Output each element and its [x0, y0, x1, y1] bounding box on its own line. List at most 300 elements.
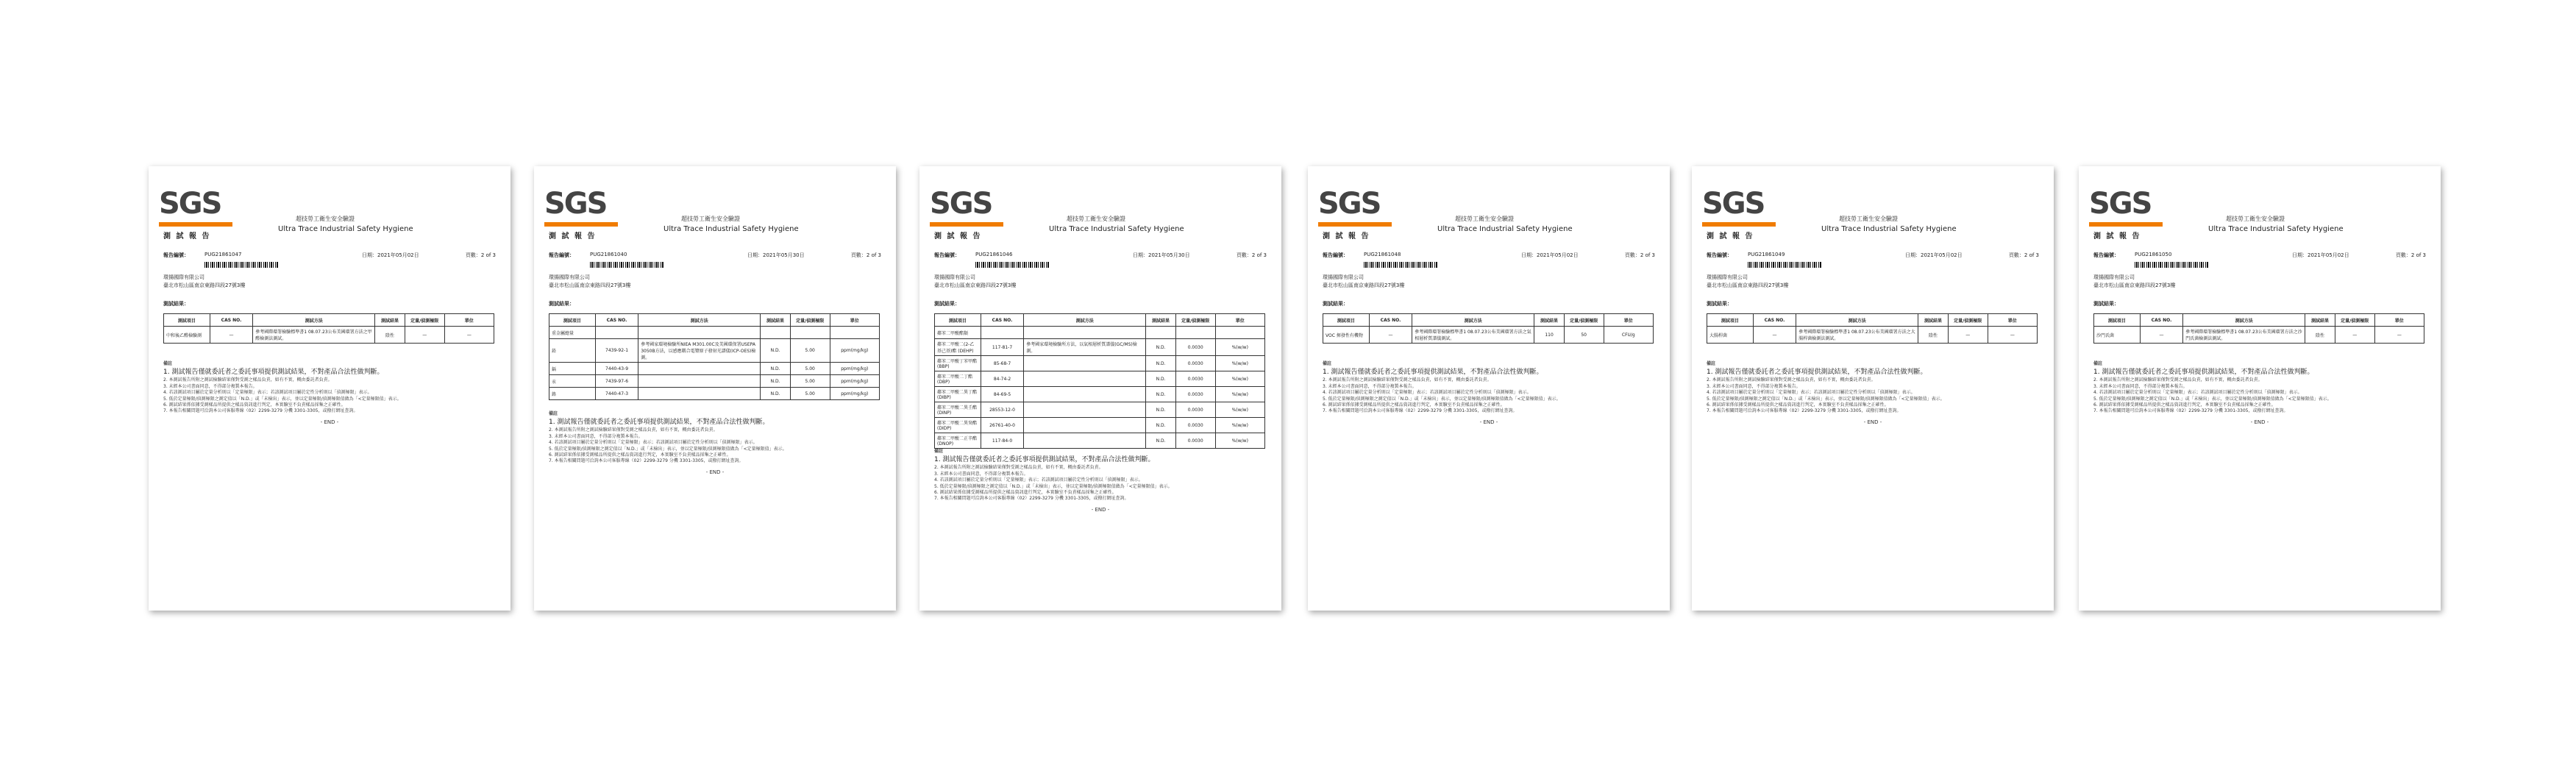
table-header-cell: 測試項目: [1323, 314, 1370, 327]
report-page-4: [1308, 166, 1670, 611]
table-cell: 0.0030: [1175, 433, 1215, 449]
table-cell: 參考國際環署檢驗標準書1 08.07.23公布美國環署方法之大腸桿菌檢測法測試。: [1796, 327, 1918, 344]
table-cell: 鄰苯二甲酸二(2-乙基己基)酯 (DEHP): [935, 339, 981, 356]
barcode: [975, 262, 1049, 268]
notes-title: 備註: [163, 361, 173, 366]
table-cell: %(w/w): [1215, 418, 1264, 433]
logo-text: SGS: [1702, 187, 1765, 221]
logo-accent-bar: [1702, 222, 1776, 227]
table-cell: —: [210, 327, 252, 344]
note-line: 5. 低於定量極限/偵測極限之測定值以「N.D.」或「未檢出」表示，並以定量極限/偵測極限值做為「<定量極限值」表示。: [163, 396, 402, 402]
table-row: [549, 339, 880, 363]
table-cell: N.D.: [1146, 433, 1175, 449]
results-label: 測試結果：: [1707, 301, 1732, 307]
logo-text: SGS: [1318, 187, 1381, 221]
table-cell: 7439-97-6: [595, 375, 638, 388]
notes-title: 備註: [2093, 361, 2103, 366]
page-number: 頁數：2 of 3: [2008, 252, 2039, 258]
table-cell: —: [2335, 327, 2374, 344]
table-header-cell: 測試項目: [935, 314, 981, 327]
table-cell: %(w/w): [1215, 433, 1264, 449]
note-line: 6. 測試結果係依據受測樣品所提供之樣品資訊進行判定，本實驗室不負責樣品採集之正確性。: [163, 402, 346, 408]
table-cell: 110: [1534, 327, 1564, 344]
table-header-cell: 測試結果: [1534, 314, 1564, 327]
notes-headline: 1. 測試報告僅就委託者之委託事項提供測試結果，不對產品合法性做判斷。: [934, 456, 1155, 464]
report-title: 測 試 報 告: [1707, 232, 1754, 241]
notes-title: 備註: [549, 411, 558, 416]
table-cell: 鄰苯二甲酸二正辛酯 (DNOP): [935, 433, 981, 449]
table-cell: —: [2374, 327, 2424, 344]
table-cell: 鄰苯二甲酸二異壬酯 (DINP): [935, 402, 981, 418]
table-header-cell: 測試方法: [2183, 314, 2305, 327]
table-cell: 28553-12-0: [981, 402, 1023, 418]
table-cell: %(w/w): [1215, 402, 1264, 418]
table-header-cell: 定量/偵測極限: [405, 314, 444, 327]
note-line: 5. 低於定量極限/偵測極限之測定值以「N.D.」或「未檢出」表示，並以定量極限/偵測極限值做為「<定量極限值」表示。: [1707, 396, 1945, 402]
note-line: 3. 未經本公司書面同意，不得部分複製本報告。: [2093, 383, 2188, 389]
results-table: [1707, 313, 2038, 344]
table-cell: 參考國家環境檢驗所方法，以氣相層析質譜儀(GC/MS)檢測。: [1024, 339, 1146, 356]
table-cell: 7440-47-3: [595, 388, 638, 400]
page-number: 頁數：2 of 3: [850, 252, 881, 258]
table-cell: 參考國際環署檢驗標準書1 08.07.23公布美國環署方法之甲醛檢測法測試。: [253, 327, 375, 344]
table-header-cell: 單位: [830, 314, 879, 327]
note-line: 4. 若該測試項目屬於定量分析則以「定量極限」表示；若該測試項目屬於定性分析則以「偵測極限」表示。: [2093, 390, 2302, 396]
table-header-cell: 測試方法: [1024, 314, 1146, 327]
table-cell: 0.0030: [1175, 356, 1215, 371]
table-cell: 沙門氏菌: [2094, 327, 2141, 344]
table-cell: ppm(mg/kg): [830, 388, 879, 400]
table-cell: %(w/w): [1215, 387, 1264, 402]
results-label: 測試結果：: [549, 301, 574, 307]
logo-accent-bar: [159, 222, 232, 227]
notes-block: [2093, 361, 2426, 425]
barcode: [590, 262, 663, 268]
table-row: [935, 433, 1265, 449]
table-cell: ppm(mg/kg): [830, 363, 879, 375]
table-header-row: [549, 314, 880, 327]
report-meta: [163, 252, 496, 260]
end-mark: - END -: [705, 469, 725, 475]
table-cell: 0.0030: [1175, 402, 1215, 418]
table-cell: [830, 327, 879, 339]
table-cell: 鉛: [549, 339, 596, 363]
table-cell: 陰性: [375, 327, 405, 344]
table-cell: [790, 327, 830, 339]
table-cell: 7439-92-1: [595, 339, 638, 363]
table-cell: 陰性: [2305, 327, 2335, 344]
table-cell: —: [444, 327, 494, 344]
table-row: [549, 327, 880, 339]
barcode: [1748, 262, 1821, 268]
client-name: 環揚國際有限公司: [934, 274, 975, 280]
table-header-cell: 測試項目: [164, 314, 210, 327]
results-table: [549, 313, 880, 400]
client-address: 臺北市松山區南京東路四段27號3樓: [2093, 282, 2176, 288]
table-row: [549, 375, 880, 388]
table-header-cell: 測試項目: [549, 314, 596, 327]
client-address: 臺北市松山區南京東路四段27號3樓: [549, 282, 631, 288]
notes-lines: [549, 427, 881, 464]
table-cell: [638, 327, 761, 339]
note-line: 3. 未經本公司書面同意，不得部分複製本報告。: [163, 383, 257, 389]
note-line: 5. 低於定量極限/偵測極限之測定值以「N.D.」或「未檢出」表示，並以定量極限/偵測極限值做為「<定量極限值」表示。: [1323, 396, 1561, 402]
notes-title: 備註: [1323, 361, 1332, 366]
notes-block: [1707, 361, 2039, 425]
table-cell: ppm(mg/kg): [830, 339, 879, 363]
logo-text: SGS: [930, 187, 992, 221]
sgs-logo: [1318, 187, 1398, 227]
logo-text: SGS: [544, 187, 607, 221]
note-line: 3. 未經本公司書面同意，不得部分複製本報告。: [1323, 383, 1417, 389]
table-header-cell: 測試結果: [1918, 314, 1948, 327]
page-number: 頁數：2 of 3: [1624, 252, 1655, 258]
report-page-2: [534, 166, 896, 611]
table-cell: 鄰苯二甲酸丁苯甲酯 (BBP): [935, 356, 981, 371]
report-number: PUG21861050: [2135, 252, 2172, 257]
lab-name-zh: 超技勞工衛生安全驗證: [1067, 216, 1125, 222]
client-block: [549, 274, 630, 290]
table-cell: 鉻: [549, 388, 596, 400]
logo-accent-bar: [2089, 222, 2163, 227]
report-no-label: 報告編號：: [163, 252, 189, 258]
table-cell: [638, 375, 761, 388]
page-number: 頁數：2 of 3: [1236, 252, 1267, 258]
table-cell: 鄰苯二甲酸酯類: [935, 327, 981, 339]
table-header-cell: CAS NO.: [981, 314, 1023, 327]
notes-headline: 1. 測試報告僅就委託者之委託事項提供測試結果，不對產品合法性做判斷。: [549, 419, 769, 427]
table-row: [1707, 327, 2038, 344]
lab-name-zh: 超技勞工衛生安全驗證: [1455, 216, 1514, 222]
notes-headline: 1. 測試報告僅就委託者之委託事項提供測試結果，不對產品合法性做判斷。: [2093, 369, 2314, 377]
table-cell: [595, 327, 638, 339]
table-header-row: [1323, 314, 1654, 327]
table-cell: [1024, 327, 1146, 339]
notes-headline: 1. 測試報告僅就委託者之委託事項提供測試結果，不對產品合法性做判斷。: [163, 369, 384, 377]
report-meta: [1323, 252, 1655, 260]
table-cell: VOC 揮發性有機物: [1323, 327, 1370, 344]
report-no-label: 報告編號：: [1323, 252, 1348, 258]
table-cell: N.D.: [761, 375, 790, 388]
table-cell: [1024, 433, 1146, 449]
logo-accent-bar: [1318, 222, 1392, 227]
notes-title: 備註: [934, 449, 944, 454]
client-address: 臺北市松山區南京東路四段27號3樓: [1323, 282, 1405, 288]
table-header-cell: 單位: [1988, 314, 2037, 327]
end-mark: - END -: [1479, 419, 1498, 425]
note-line: 4. 若該測試項目屬於定量分析則以「定量極限」表示；若該測試項目屬於定性分析則以「偵測極限」表示。: [549, 440, 758, 446]
note-line: 7. 本報告相關問題可洽詢本公司客服專線（02）2299-3279 分機 3301-3305，或撥打網址查詢。: [2093, 408, 2288, 414]
report-no-label: 報告編號：: [1707, 252, 1732, 258]
note-line: 5. 低於定量極限/偵測極限之測定值以「N.D.」或「未檢出」表示，並以定量極限/偵測極限值做為「<定量極限值」表示。: [549, 446, 787, 452]
sgs-logo: [159, 187, 238, 227]
table-cell: 參考國際環署檢驗標準書1 08.07.23公布美國環署方法之氣相層析質譜儀測試。: [1412, 327, 1534, 344]
lab-name-zh: 超技勞工衛生安全驗證: [1839, 216, 1898, 222]
table-header-row: [164, 314, 494, 327]
table-header-cell: 測試項目: [1707, 314, 1754, 327]
table-header-cell: CAS NO.: [1753, 314, 1796, 327]
client-address: 臺北市松山區南京東路四段27號3樓: [934, 282, 1017, 288]
notes-block: [934, 449, 1267, 513]
table-cell: [1215, 327, 1264, 339]
table-cell: N.D.: [1146, 387, 1175, 402]
notes-lines: [163, 377, 496, 414]
notes-block: [549, 411, 881, 475]
lab-name-en: Ultra Trace Industrial Safety Hygiene: [2208, 225, 2344, 233]
results-table: [163, 313, 494, 344]
table-row: [549, 363, 880, 375]
table-header-cell: 定量/偵測極限: [1948, 314, 1988, 327]
table-cell: [1175, 327, 1215, 339]
table-cell: 84-74-2: [981, 371, 1023, 387]
table-header-cell: 單位: [2374, 314, 2424, 327]
lab-name-en: Ultra Trace Industrial Safety Hygiene: [1437, 225, 1573, 233]
table-header-cell: CAS NO.: [2140, 314, 2182, 327]
results-label: 測試結果：: [163, 301, 189, 307]
logo-text: SGS: [159, 187, 221, 221]
note-line: 7. 本報告相關問題可洽詢本公司客服專線（02）2299-3279 分機 3301-3305，或撥打網址查詢。: [1323, 408, 1518, 414]
table-row: [935, 387, 1265, 402]
report-title: 測 試 報 告: [934, 232, 982, 241]
client-address: 臺北市松山區南京東路四段27號3樓: [163, 282, 246, 288]
notes-block: [1323, 361, 1655, 425]
notes-lines: [2093, 377, 2426, 414]
table-cell: ppm(mg/kg): [830, 375, 879, 388]
report-no-label: 報告編號：: [2093, 252, 2119, 258]
end-mark: - END -: [1863, 419, 1882, 425]
lab-name-zh: 超技勞工衛生安全驗證: [296, 216, 355, 222]
client-block: [934, 274, 1016, 290]
lab-name-en: Ultra Trace Industrial Safety Hygiene: [278, 225, 413, 233]
table-header-row: [2094, 314, 2424, 327]
table-header-cell: 定量/偵測極限: [1175, 314, 1215, 327]
report-number: PUG21861049: [1748, 252, 1785, 257]
table-cell: N.D.: [761, 388, 790, 400]
note-line: 7. 本報告相關問題可洽詢本公司客服專線（02）2299-3279 分機 3301-3305，或撥打網址查詢。: [549, 458, 744, 464]
notes-headline: 1. 測試報告僅就委託者之委託事項提供測試結果，不對產品合法性做判斷。: [1323, 369, 1543, 377]
table-row: [935, 356, 1265, 371]
table-cell: N.D.: [1146, 418, 1175, 433]
table-row: [935, 402, 1265, 418]
table-header-cell: 測試方法: [253, 314, 375, 327]
note-line: 6. 測試結果係依據受測樣品所提供之樣品資訊進行判定，本實驗室不負責樣品採集之正確性。: [1323, 402, 1505, 408]
results-label: 測試結果：: [934, 301, 960, 307]
client-block: [2093, 274, 2175, 290]
table-cell: —: [2140, 327, 2182, 344]
report-title: 測 試 報 告: [2093, 232, 2141, 241]
table-header-cell: CAS NO.: [595, 314, 638, 327]
table-cell: 50: [1564, 327, 1604, 344]
table-cell: 26761-40-0: [981, 418, 1023, 433]
table-header-cell: 單位: [1604, 314, 1653, 327]
table-cell: —: [1753, 327, 1796, 344]
table-cell: 鄰苯二甲酸二異丁酯 (DIBP): [935, 387, 981, 402]
table-cell: 鄰苯二甲酸二異癸酯 (DIDP): [935, 418, 981, 433]
note-line: 3. 未經本公司書面同意，不得部分複製本報告。: [1707, 383, 1801, 389]
table-cell: N.D.: [761, 339, 790, 363]
table-cell: 重金屬總量: [549, 327, 596, 339]
table-cell: 汞: [549, 375, 596, 388]
table-header-cell: 測試結果: [375, 314, 405, 327]
results-table: [934, 313, 1265, 449]
note-line: 2. 本測試報告所附之測試檢驗結果僅對受測之樣品負責，如有不實，概由委託者負責。: [163, 377, 332, 383]
client-name: 環揚國際有限公司: [1707, 274, 1748, 280]
client-address: 臺北市松山區南京東路四段27號3樓: [1707, 282, 1789, 288]
report-date: 日期：2021年05月02日: [1905, 252, 1963, 258]
table-header-row: [935, 314, 1265, 327]
table-header-cell: 單位: [444, 314, 494, 327]
results-table: [2093, 313, 2424, 344]
notes-lines: [1707, 377, 2039, 414]
logo-accent-bar: [930, 222, 1003, 227]
table-row: [164, 327, 494, 344]
results-label: 測試結果：: [1323, 301, 1348, 307]
table-cell: 陰性: [1918, 327, 1948, 344]
table-header-cell: 測試方法: [1796, 314, 1918, 327]
table-cell: 參考國家環境檢驗所NIEA M301.00C及美國環保署USEPA 3050B方法，以感應耦合電漿原子發射光譜儀(ICP-OES)檢測。: [638, 339, 761, 363]
end-mark: - END -: [320, 419, 339, 425]
table-cell: %(w/w): [1215, 339, 1264, 356]
table-header-cell: 測試項目: [2094, 314, 2141, 327]
table-cell: [1024, 402, 1146, 418]
table-cell: N.D.: [1146, 356, 1175, 371]
table-row: [935, 418, 1265, 433]
sgs-logo: [2089, 187, 2168, 227]
note-line: 7. 本報告相關問題可洽詢本公司客服專線（02）2299-3279 分機 3301-3305，或撥打網址查詢。: [163, 408, 358, 414]
table-header-cell: CAS NO.: [210, 314, 252, 327]
report-number: PUG21861048: [1364, 252, 1401, 257]
note-line: 2. 本測試報告所附之測試檢驗結果僅對受測之樣品負責，如有不實，概由委託者負責。: [1323, 377, 1492, 383]
table-cell: 鎘: [549, 363, 596, 375]
report-number: PUG21861040: [590, 252, 627, 257]
client-name: 環揚國際有限公司: [1323, 274, 1364, 280]
table-cell: N.D.: [1146, 371, 1175, 387]
report-date: 日期：2021年05月02日: [1521, 252, 1579, 258]
notes-title: 備註: [1707, 361, 1716, 366]
note-line: 7. 本報告相關問題可洽詢本公司客服專線（02）2299-3279 分機 3301-3305，或撥打網址查詢。: [1707, 408, 1901, 414]
barcode: [204, 262, 278, 268]
note-line: 6. 測試結果係依據受測樣品所提供之樣品資訊進行判定，本實驗室不負責樣品採集之正確性。: [2093, 402, 2276, 408]
barcode: [1364, 262, 1437, 268]
note-line: 6. 測試結果係依據受測樣品所提供之樣品資訊進行判定，本實驗室不負責樣品採集之正確性。: [549, 452, 731, 458]
table-header-cell: 測試結果: [2305, 314, 2335, 327]
table-header-cell: 定量/偵測極限: [2335, 314, 2374, 327]
table-cell: 0.0030: [1175, 339, 1215, 356]
table-cell: 大腸桿菌: [1707, 327, 1754, 344]
note-line: 2. 本測試報告所附之測試檢驗結果僅對受測之樣品負責，如有不實，概由委託者負責。: [2093, 377, 2263, 383]
table-header-cell: 測試結果: [761, 314, 790, 327]
table-cell: 鄰苯二甲酸二丁酯 (DBP): [935, 371, 981, 387]
report-number: PUG21861047: [204, 252, 242, 257]
report-date: 日期：2021年05月02日: [362, 252, 419, 258]
note-line: 4. 若該測試項目屬於定量分析則以「定量極限」表示；若該測試項目屬於定性分析則以「偵測極限」表示。: [934, 477, 1143, 483]
table-cell: [638, 363, 761, 375]
note-line: 4. 若該測試項目屬於定量分析則以「定量極限」表示；若該測試項目屬於定性分析則以「偵測極限」表示。: [1323, 390, 1531, 396]
table-cell: [1024, 356, 1146, 371]
report-title: 測 試 報 告: [1323, 232, 1370, 241]
table-cell: N.D.: [1146, 402, 1175, 418]
table-row: [935, 339, 1265, 356]
table-cell: %(w/w): [1215, 371, 1264, 387]
end-mark: - END -: [2250, 419, 2269, 425]
note-line: 3. 未經本公司書面同意，不得部分複製本報告。: [549, 433, 643, 439]
table-cell: N.D.: [761, 363, 790, 375]
table-cell: 5.00: [790, 375, 830, 388]
page-number: 頁數：2 of 3: [2395, 252, 2426, 258]
report-meta: [549, 252, 881, 260]
table-cell: —: [1948, 327, 1988, 344]
table-row: [1323, 327, 1654, 344]
table-cell: 7440-43-9: [595, 363, 638, 375]
table-header-cell: 測試方法: [1412, 314, 1534, 327]
report-page-1: [149, 166, 510, 611]
report-page-3: [919, 166, 1281, 611]
sgs-logo: [544, 187, 624, 227]
table-header-cell: 定量/偵測極限: [790, 314, 830, 327]
table-header-row: [1707, 314, 2038, 327]
notes-lines: [934, 465, 1267, 502]
table-row: [549, 388, 880, 400]
client-name: 環揚國際有限公司: [549, 274, 590, 280]
report-meta: [1707, 252, 2039, 260]
results-label: 測試結果：: [2093, 301, 2119, 307]
note-line: 5. 低於定量極限/偵測極限之測定值以「N.D.」或「未檢出」表示，並以定量極限/偵測極限值做為「<定量極限值」表示。: [934, 483, 1173, 489]
report-title: 測 試 報 告: [163, 232, 211, 241]
report-page-6: [2079, 166, 2441, 611]
note-line: 2. 本測試報告所附之測試檢驗結果僅對受測之樣品負責，如有不實，概由委託者負責。: [1707, 377, 1876, 383]
logo-accent-bar: [544, 222, 618, 227]
table-cell: 0.0030: [1175, 387, 1215, 402]
client-block: [1323, 274, 1404, 290]
table-cell: [1024, 418, 1146, 433]
note-line: 4. 若該測試項目屬於定量分析則以「定量極限」表示；若該測試項目屬於定性分析則以「偵測極限」表示。: [163, 390, 372, 396]
report-meta: [934, 252, 1267, 260]
table-cell: 5.00: [790, 339, 830, 363]
table-cell: 117-84-0: [981, 433, 1023, 449]
sgs-logo: [930, 187, 1009, 227]
results-table: [1323, 313, 1654, 344]
report-no-label: 報告編號：: [549, 252, 574, 258]
sgs-logo: [1702, 187, 1782, 227]
note-line: 6. 測試結果係依據受測樣品所提供之樣品資訊進行判定，本實驗室不負責樣品採集之正確性。: [934, 490, 1117, 496]
report-no-label: 報告編號：: [934, 252, 960, 258]
table-header-cell: 定量/偵測極限: [1564, 314, 1604, 327]
table-cell: 5.00: [790, 363, 830, 375]
note-line: 5. 低於定量極限/偵測極限之測定值以「N.D.」或「未檢出」表示，並以定量極限/偵測極限值做為「<定量極限值」表示。: [2093, 396, 2332, 402]
table-row: [935, 371, 1265, 387]
table-cell: 0.0030: [1175, 418, 1215, 433]
table-cell: [1024, 371, 1146, 387]
notes-headline: 1. 測試報告僅就委託者之委託事項提供測試結果，不對產品合法性做判斷。: [1707, 369, 1927, 377]
notes-block: [163, 361, 496, 425]
table-header-cell: 單位: [1215, 314, 1264, 327]
table-cell: [1024, 387, 1146, 402]
report-title: 測 試 報 告: [549, 232, 597, 241]
table-cell: CFU/g: [1604, 327, 1653, 344]
table-row: [2094, 327, 2424, 344]
note-line: 3. 未經本公司書面同意，不得部分複製本報告。: [934, 471, 1028, 477]
note-line: 4. 若該測試項目屬於定量分析則以「定量極限」表示；若該測試項目屬於定性分析則以「偵測極限」表示。: [1707, 390, 1915, 396]
barcode: [2135, 262, 2208, 268]
end-mark: - END -: [1091, 506, 1110, 513]
table-cell: —: [1988, 327, 2037, 344]
note-line: 2. 本測試報告所附之測試檢驗結果僅對受測之樣品負責，如有不實，概由委託者負責。: [549, 427, 718, 433]
table-header-cell: 測試結果: [1146, 314, 1175, 327]
table-cell: 0.0030: [1175, 371, 1215, 387]
table-cell: N.D.: [1146, 339, 1175, 356]
lab-name-zh: 超技勞工衛生安全驗證: [2226, 216, 2285, 222]
lab-name-en: Ultra Trace Industrial Safety Hygiene: [1049, 225, 1184, 233]
